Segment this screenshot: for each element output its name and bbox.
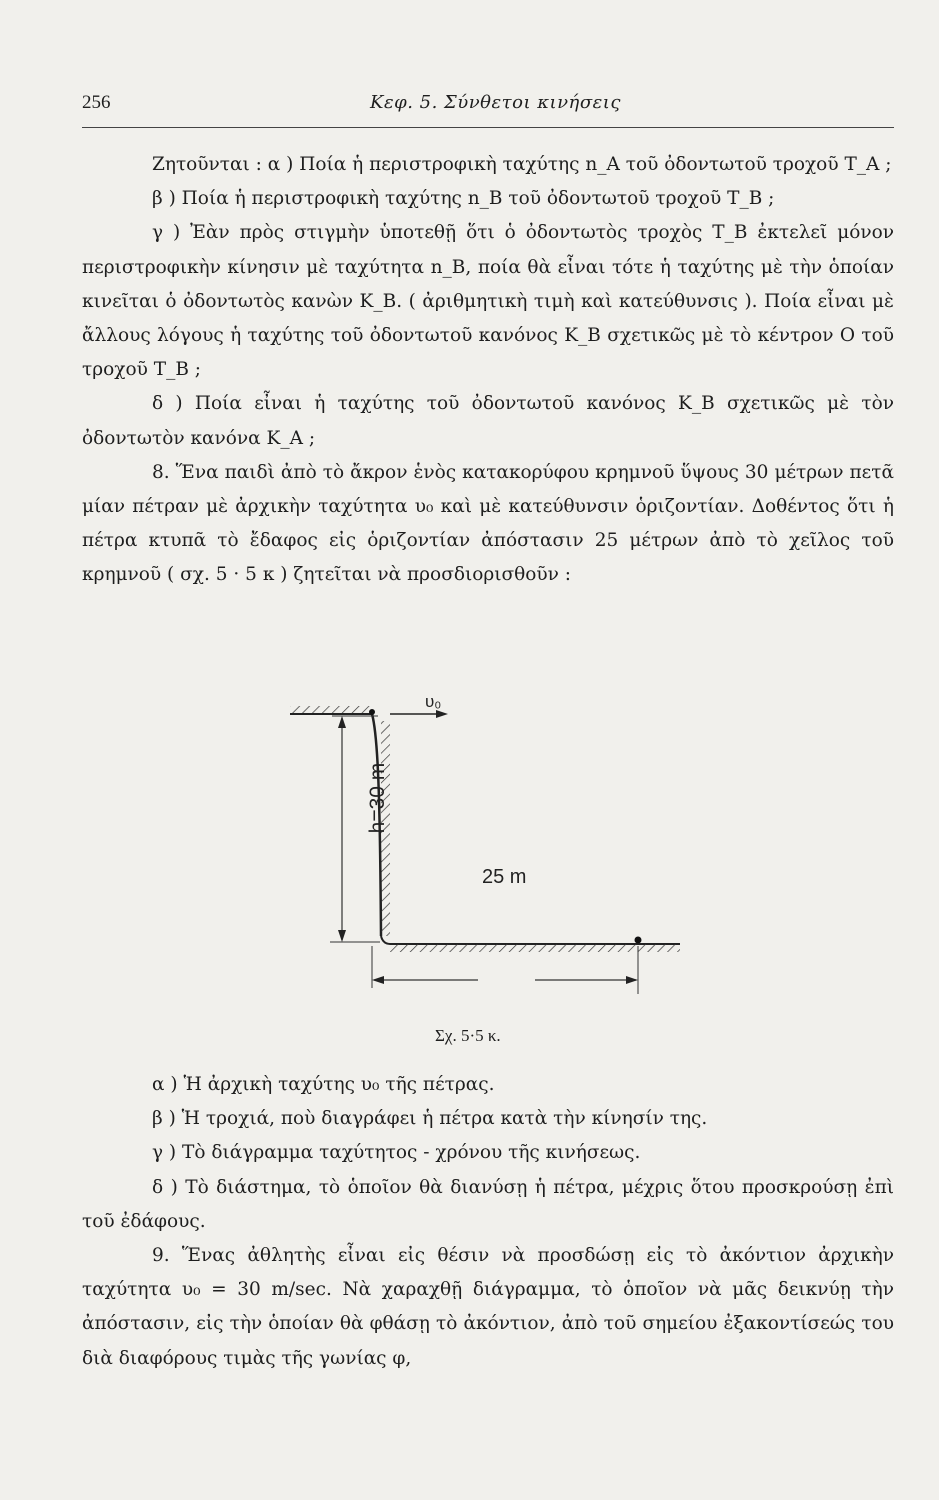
question-d: δ ) Ποία εἶναι ἡ ταχύτης τοῦ ὀδοντωτοῦ κανόνος K_B σχετικῶς μὲ τὸν ὀδοντωτὸν κανόνα K_A ; [82, 393, 894, 449]
sub-question-a: α ) Ἡ ἀρχικὴ ταχύτης υ₀ τῆς πέτρας. [152, 1074, 495, 1095]
cliff-diagram [250, 676, 730, 1016]
question-c: γ ) Ἐὰν πρὸς στιγμὴν ὑποτεθῇ ὅτι ὁ ὀδοντωτὸς τροχὸς T_B ἐκτελεῖ μόνον περιστροφικὴν κίνησιν μὲ ταχύτητα n_B, ποία θὰ εἶναι τότε ἡ ταχύτης μὲ τὴν ὁποίαν κινεῖται ὁ ὀδοντωτὸς κανὼν K_B. ( ἀριθμητικὴ τιμὴ καὶ κατεύθυνσις ). Ποία εἶναι μὲ ἄλλους λόγους ἡ ταχύτης τοῦ ὀδοντωτοῦ κανόνος K_B σχετικῶς μὲ τὸ κέντρον O τοῦ τροχοῦ T_B ; [82, 222, 894, 381]
sub-question-d: δ ) Τὸ διάστημα, τὸ ὁποῖον θὰ διανύσῃ ἡ πέτρα, μέχρις ὅτου προσκρούσῃ ἐπὶ τοῦ ἐδάφους. [82, 1176, 894, 1232]
height-arrow-top [338, 716, 346, 728]
stone-impact [635, 937, 642, 944]
distance-arrow-left [372, 976, 384, 984]
top-text-block [82, 148, 894, 593]
question-b: β ) Ποία ἡ περιστροφικὴ ταχύτης n_B τοῦ ὀδοντωτοῦ τροχοῦ T_B ; [152, 188, 775, 210]
bottom-text-block [82, 1068, 894, 1376]
page-header [82, 92, 892, 126]
sub-question-c: γ ) Τὸ διάγραμμα ταχύτητος - χρόνου τῆς κινήσεως. [152, 1142, 641, 1164]
stone-start [369, 709, 375, 715]
cliff-top-hatch [290, 706, 370, 714]
height-arrow-bottom [338, 930, 346, 942]
running-title: Κεφ. 5. Σύνθετοι κινήσεις [370, 92, 621, 113]
sub-question-b: β ) Ἡ τροχιά, ποὺ διαγράφει ἡ πέτρα κατὰ τὴν κίνησίν της. [152, 1108, 708, 1130]
height-label: h=30 m [366, 762, 389, 834]
distance-label: 25 m [482, 866, 527, 888]
velocity-label: υ₀ [425, 692, 442, 711]
problem-8: 8. Ἕνα παιδὶ ἀπὸ τὸ ἄκρον ἑνὸς κατακορύφου κρημνοῦ ὕψους 30 μέτρων πετᾶ μίαν πέτραν μὲ ἀρχικὴν ταχύτητα υ₀ καὶ μὲ κατεύθυνσιν ὁριζοντίαν. Δοθέντος ὅτι ἡ πέτρα κτυπᾶ τὸ ἔδαφος εἰς ὁριζοντίαν ἀπόστασιν 25 μέτρων ἀπὸ τὸ χεῖλος τοῦ κρημνοῦ ( σχ. 5 · 5 κ ) ζητεῖται νὰ προσδιορισθοῦν : [82, 461, 894, 586]
ground-hatch [390, 944, 680, 952]
problem-9: 9. Ἕνας ἀθλητὴς εἶναι εἰς θέσιν νὰ προσδώσῃ εἰς τὸ ἀκόντιον ἀρχικὴν ταχύτητα υ₀ = 30 m/sec. Νὰ χαραχθῇ διάγραμμα, τὸ ὁποῖον νὰ μᾶς δεικνύῃ τὴν ἀπόστασιν, εἰς τὴν ὁποίαν θὰ φθάσῃ τὸ ἀκόντιον, ἀπὸ τοῦ σημείου ἐξακοντίσεώς του διὰ διαφόρους τιμὰς τῆς γωνίας φ, [82, 1245, 894, 1369]
figure-caption: Σχ. 5·5 κ. [435, 1026, 501, 1045]
question-intro: Ζητοῦνται : α ) Ποία ἡ περιστροφικὴ ταχύτης n_A τοῦ ὀδοντωτοῦ τροχοῦ T_A ; [152, 154, 892, 175]
header-rule [82, 127, 894, 128]
distance-arrow-right [626, 976, 638, 984]
page-number: 256 [82, 92, 111, 113]
cliff-figure [250, 676, 730, 1056]
